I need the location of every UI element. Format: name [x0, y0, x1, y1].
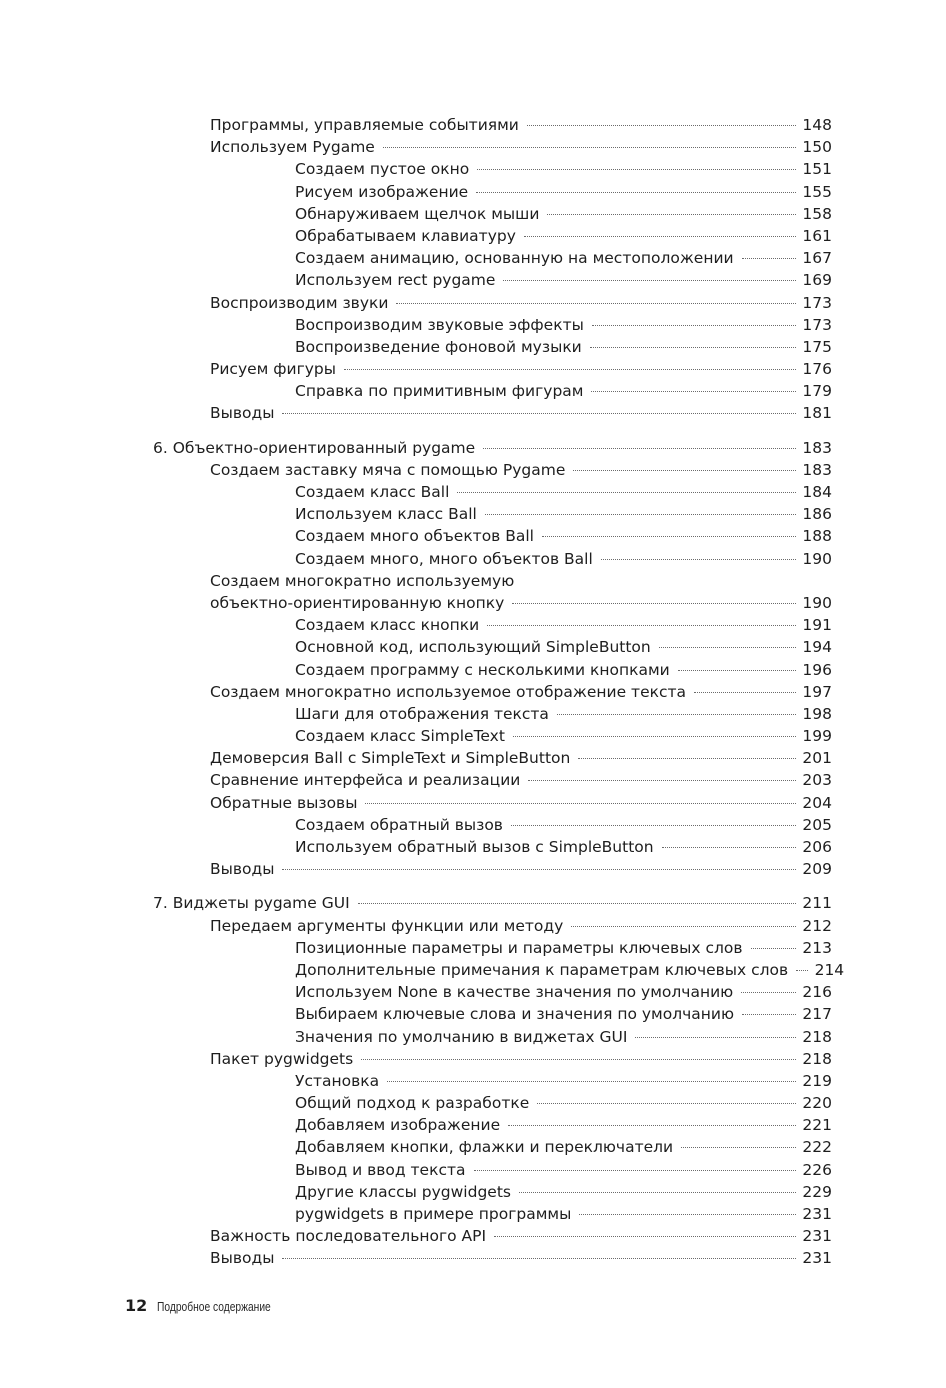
toc-entry	[0, 858, 946, 880]
dot-leader	[590, 347, 796, 348]
toc-entry-page: 213	[802, 938, 832, 957]
toc-entry-title: Воспроизводим звуковые эффекты	[295, 315, 584, 334]
toc-entry-page: 169	[802, 271, 832, 290]
dot-leader	[396, 303, 796, 304]
toc-entry-page: 194	[802, 638, 832, 657]
toc-entry	[0, 725, 946, 747]
toc-chapter-entry	[0, 892, 946, 914]
dot-leader	[573, 470, 796, 471]
page-footer	[125, 1296, 296, 1315]
dot-leader	[494, 1236, 796, 1237]
toc-entry-page: 161	[802, 226, 832, 245]
toc-entry-title: 7. Виджеты pygame GUI	[153, 894, 350, 913]
toc-entry-page: 229	[802, 1182, 832, 1201]
toc-entry	[0, 769, 946, 791]
toc-entry-title: Программы, управляемые событиями	[210, 116, 519, 134]
toc-entry	[0, 1092, 946, 1114]
toc-entry-page: 158	[802, 204, 832, 223]
toc-entry	[0, 203, 946, 225]
toc-entry-page: 155	[802, 182, 832, 201]
toc-entry-page: 220	[802, 1094, 832, 1113]
toc-entry-title: Рисуем фигуры	[210, 360, 336, 379]
toc-entry	[0, 1247, 946, 1269]
toc-entry-page: 219	[802, 1071, 832, 1090]
dot-leader	[591, 391, 796, 392]
toc-entry-title: Используем None в качестве значения по умолчанию	[295, 983, 734, 1002]
toc-entry-title: Демоверсия Ball с SimpleText и SimpleButton	[210, 749, 571, 768]
toc-entry-title: Шаги для отображения текста	[295, 704, 549, 723]
dot-leader	[542, 536, 796, 537]
dot-leader	[519, 1192, 796, 1193]
dot-leader	[678, 670, 796, 671]
toc-entry-title: Используем класс Ball	[295, 505, 477, 524]
toc-entry	[0, 358, 946, 380]
toc-entry-title: Воспроизведение фоновой музыки	[295, 337, 582, 356]
toc-entry-title: Обратные вызовы	[210, 793, 358, 812]
toc-entry	[0, 1159, 946, 1181]
dot-leader	[511, 825, 796, 826]
toc-group	[0, 437, 946, 881]
dot-leader	[662, 847, 796, 848]
toc-entry-title: объектно-ориентированную кнопку	[210, 593, 505, 612]
toc-entry	[0, 1136, 946, 1158]
toc-entry-title: Используем Pygame	[210, 138, 375, 157]
toc-entry-page: 197	[802, 682, 832, 701]
toc-entry-title: 6. Объектно-ориентированный pygame	[153, 438, 476, 457]
toc-entry-page: 167	[802, 249, 832, 268]
toc-entry	[0, 703, 946, 725]
toc-entry-page: 206	[802, 838, 832, 856]
toc-entry-title: Выводы	[210, 404, 275, 423]
dot-leader	[512, 603, 796, 604]
dot-leader	[635, 1037, 796, 1038]
dot-leader	[477, 169, 796, 170]
toc-entry-title: Рисуем изображение	[295, 182, 469, 201]
toc-entry-page: 191	[802, 616, 832, 635]
toc-entry-page: 181	[802, 404, 832, 423]
toc-entry-page: 150	[802, 138, 832, 157]
dot-leader	[659, 647, 796, 648]
toc-entry	[0, 1070, 946, 1092]
toc-entry	[0, 336, 946, 358]
toc-entry-page: 221	[802, 1116, 832, 1135]
toc-group	[0, 892, 946, 1269]
toc-entry	[0, 1114, 946, 1136]
group-spacer	[0, 425, 946, 437]
toc-entry-page: 196	[802, 660, 832, 679]
toc-entry-page: 201	[802, 749, 832, 768]
toc-entry	[0, 548, 946, 570]
toc-entry-title: Создаем многократно используемую	[210, 571, 515, 590]
toc-entry	[0, 380, 946, 402]
toc-entry-page: 216	[802, 983, 832, 1002]
dot-leader	[485, 514, 796, 515]
dot-leader	[742, 258, 796, 259]
toc-entry-title: Создаем анимацию, основанную на местоположении	[295, 249, 734, 268]
toc-entry-page: 205	[802, 815, 832, 834]
toc-entry-page: 231	[802, 1227, 832, 1246]
dot-leader	[742, 1014, 796, 1015]
toc-entry	[0, 1003, 946, 1025]
toc-entry	[0, 225, 946, 247]
toc-entry	[0, 1203, 946, 1225]
toc-entry-page: 183	[802, 460, 832, 479]
toc-entry	[0, 503, 946, 525]
dot-leader	[358, 903, 796, 904]
toc-entry	[0, 459, 946, 481]
toc-entry-page: 198	[802, 704, 832, 723]
toc-entry-title: Создаем обратный вызов	[295, 815, 503, 834]
toc-entry-title: Создаем класс Ball	[295, 483, 450, 501]
dot-leader	[571, 926, 796, 927]
dot-leader	[537, 1103, 796, 1104]
dot-leader	[503, 280, 796, 281]
dot-leader	[751, 948, 796, 949]
toc-entry-page: 148	[802, 116, 832, 134]
toc-entry	[0, 292, 946, 314]
toc-entry	[0, 570, 946, 592]
dot-leader	[387, 1081, 796, 1082]
toc-entry-page: 183	[802, 438, 832, 457]
toc-entry-title: Передаем аргументы функции или методу	[210, 916, 564, 935]
toc-entry-title: Сравнение интерфейса и реализации	[210, 771, 521, 790]
toc-entry-page: 231	[802, 1249, 832, 1268]
toc-entry-title: Создаем много объектов Ball	[295, 527, 534, 546]
dot-leader	[547, 214, 796, 215]
toc-entry	[0, 114, 946, 136]
dot-leader	[527, 125, 796, 126]
toc-entry	[0, 592, 946, 614]
dot-leader	[344, 369, 796, 370]
toc-entry-title: Установка	[295, 1071, 380, 1090]
dot-leader	[681, 1147, 796, 1148]
toc-entry	[0, 1026, 946, 1048]
table-of-contents	[0, 114, 946, 1270]
toc-entry-page: 184	[802, 483, 832, 501]
dot-leader	[476, 192, 796, 193]
dot-leader	[741, 992, 796, 993]
dot-leader	[361, 1059, 796, 1060]
toc-entry-title: Добавляем кнопки, флажки и переключатели	[295, 1138, 674, 1157]
dot-leader	[282, 1258, 796, 1259]
toc-entry-page: 175	[802, 337, 832, 356]
toc-entry-page: 209	[802, 860, 832, 879]
toc-entry-title: Обрабатываем клавиатуру	[295, 226, 516, 245]
toc-entry-title: Используем rect pygame	[295, 271, 496, 290]
toc-entry-title: Основной код, использующий SimpleButton	[295, 638, 651, 657]
toc-entry	[0, 937, 946, 959]
toc-entry	[0, 247, 946, 269]
toc-entry-title: Позиционные параметры и параметры ключевых слов	[295, 938, 743, 957]
toc-entry-title: Создаем много, много объектов Ball	[295, 549, 593, 568]
toc-entry-title: Воспроизводим звуки	[210, 293, 389, 312]
toc-entry-page: 151	[802, 160, 832, 179]
toc-entry-page: 203	[802, 771, 832, 790]
toc-entry-page: 190	[802, 549, 832, 568]
dot-leader	[483, 448, 796, 449]
toc-entry-title: Создаем программу с несколькими кнопками	[295, 660, 670, 679]
toc-entry-page: 222	[802, 1138, 832, 1157]
toc-entry-title: Дополнительные примечания к параметрам ключевых слов	[295, 960, 789, 979]
toc-entry-title: Создаем многократно используемое отображение текста	[210, 682, 687, 701]
dot-leader	[524, 236, 796, 237]
dot-leader	[528, 780, 796, 781]
toc-entry	[0, 636, 946, 658]
dot-leader	[383, 147, 796, 148]
dot-leader	[474, 1170, 796, 1171]
toc-entry	[0, 314, 946, 336]
toc-entry	[0, 836, 946, 858]
toc-entry-title: Добавляем изображение	[295, 1116, 501, 1135]
toc-entry-title: Обнаруживаем щелчок мыши	[295, 204, 540, 223]
toc-entry-title: pygwidgets в примере программы	[295, 1205, 572, 1223]
toc-entry-title: Создаем пустое окно	[295, 160, 470, 179]
toc-entry-page: 212	[802, 916, 832, 935]
toc-entry-title: Вывод и ввод текста	[295, 1160, 466, 1179]
toc-entry	[0, 1181, 946, 1203]
toc-entry	[0, 269, 946, 291]
toc-entry-page: 214	[814, 960, 845, 979]
dot-leader	[282, 869, 796, 870]
toc-entry-page: 217	[802, 1005, 832, 1024]
toc-entry-page: 199	[802, 727, 832, 746]
toc-entry-page: 173	[802, 293, 832, 312]
page-number: 12	[125, 1296, 148, 1315]
dot-leader	[457, 492, 796, 493]
toc-entry-page: 188	[802, 527, 832, 546]
toc-entry	[0, 659, 946, 681]
toc-entry	[0, 981, 946, 1003]
toc-entry-page: 211	[802, 894, 832, 913]
toc-entry	[0, 525, 946, 547]
dot-leader	[365, 803, 796, 804]
toc-entry-title: Другие классы pygwidgets	[295, 1182, 511, 1201]
toc-entry	[0, 481, 946, 503]
toc-entry-title: Пакет pygwidgets	[210, 1049, 354, 1068]
toc-entry-title: Создаем заставку мяча с помощью Pygame	[210, 460, 566, 479]
dot-leader	[796, 970, 808, 971]
dot-leader	[513, 736, 796, 737]
dot-leader	[694, 692, 796, 693]
toc-entry	[0, 136, 946, 158]
toc-entry	[0, 915, 946, 937]
dot-leader	[578, 758, 796, 759]
toc-entry-page: 218	[802, 1027, 832, 1046]
toc-entry	[0, 792, 946, 814]
toc-entry	[0, 614, 946, 636]
toc-entry-page: 218	[802, 1049, 832, 1068]
running-title: Подробное содержание	[157, 1300, 272, 1314]
toc-entry-title: Справка по примитивным фигурам	[295, 382, 584, 401]
toc-entry-title: Выбираем ключевые слова и значения по умолчанию	[295, 1005, 735, 1024]
toc-entry	[0, 402, 946, 424]
toc-chapter-entry	[0, 437, 946, 459]
toc-entry-title: Значения по умолчанию в виджетах GUI	[295, 1027, 628, 1046]
toc-entry-page: 179	[802, 382, 832, 401]
toc-entry-page: 204	[802, 793, 832, 812]
toc-group	[0, 114, 946, 425]
toc-entry-page: 176	[802, 360, 832, 379]
dot-leader	[508, 1125, 796, 1126]
toc-entry-title: Используем обратный вызов с SimpleButton	[295, 838, 654, 856]
toc-entry	[0, 959, 946, 981]
dot-leader	[579, 1214, 796, 1215]
toc-entry	[0, 681, 946, 703]
dot-leader	[592, 325, 796, 326]
toc-entry	[0, 158, 946, 180]
dot-leader	[601, 559, 796, 560]
dot-leader	[487, 625, 796, 626]
toc-entry-title: Выводы	[210, 1249, 275, 1268]
group-spacer	[0, 880, 946, 892]
toc-entry	[0, 747, 946, 769]
dot-leader	[282, 413, 796, 414]
toc-entry-title: Важность последовательного API	[210, 1227, 487, 1246]
toc-entry	[0, 1225, 946, 1247]
toc-entry-title: Общий подход к разработке	[295, 1094, 530, 1113]
dot-leader	[557, 714, 796, 715]
toc-entry-page: 231	[802, 1205, 832, 1223]
toc-entry-title: Создаем класс кнопки	[295, 616, 480, 635]
toc-entry-page: 173	[802, 315, 832, 334]
toc-entry	[0, 181, 946, 203]
toc-entry	[0, 1048, 946, 1070]
toc-entry	[0, 814, 946, 836]
toc-entry-title: Создаем класс SimpleText	[295, 727, 505, 746]
toc-entry-page: 226	[802, 1160, 832, 1179]
toc-entry-page: 190	[802, 593, 832, 612]
toc-entry-title: Выводы	[210, 860, 275, 879]
toc-entry-page: 186	[802, 505, 832, 524]
